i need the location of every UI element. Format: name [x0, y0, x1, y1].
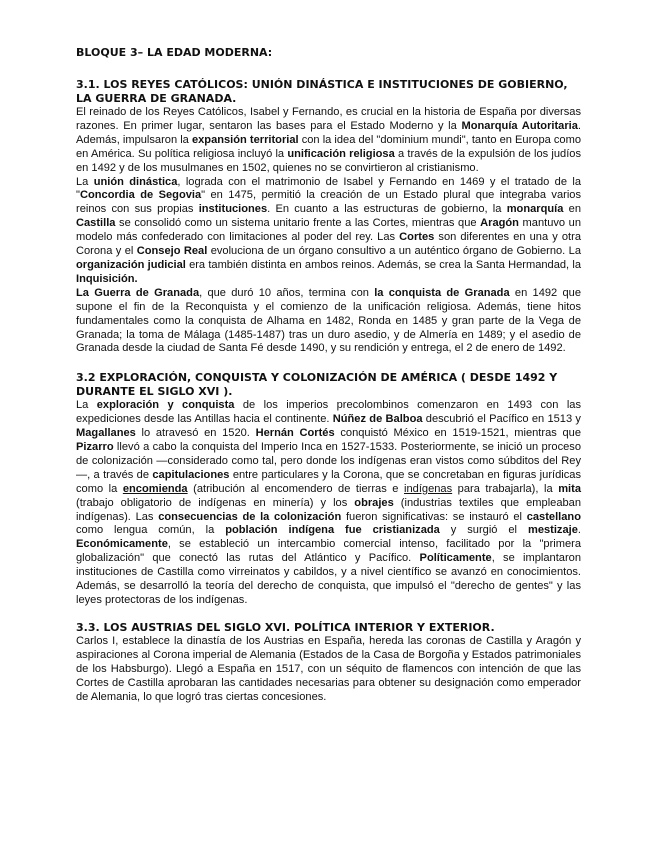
text-run: conquistó México en 1519-1521, mientras que — [334, 427, 581, 440]
bold-term: castellano — [526, 510, 581, 523]
text-run: evoluciona de un órgano consultivo a un auténtico órgano de Gobierno. La — [207, 245, 581, 258]
text-run: con la idea del "dominium mundi", tanto en Europa como en América. Su política religiosa incluyó la — [76, 133, 582, 160]
text-run: " en 1475, permitió la creación de un Estado plural que integraba varios reinos con sus propias — [76, 189, 582, 216]
text-run: fueron significativas: se instauró el — [341, 510, 527, 523]
paragraph — [76, 287, 581, 357]
bold-term: mestizaje — [527, 524, 578, 537]
bold-term: Concordia de Segovia — [79, 189, 202, 202]
bold-term: instituciones — [198, 203, 268, 216]
text-run: en — [563, 203, 581, 216]
paragraph — [76, 399, 581, 608]
bold-term: Hernán Cortés — [255, 427, 335, 440]
bold-term: mita — [558, 482, 581, 495]
paragraph — [76, 106, 581, 176]
bold-term: Económicamente — [76, 538, 168, 551]
text-run: , se estableció un intercambio comercial intenso, facilitado por la "primera globalización" que conectó las rutas del Atlántico y Pacífico. — [76, 538, 581, 565]
section-heading: 3.2 EXPLORACIÓN, CONQUISTA Y COLONIZACIÓN DE AMÉRICA ( DESDE 1492 Y DURANTE EL SIGLO XVI ). — [76, 371, 558, 399]
bold-term: población indígena fue cristianizada — [225, 524, 440, 537]
text-run: (atribución al encomendero de tierras e — [187, 482, 405, 495]
bold-term: consecuencias de la colonización — [158, 510, 342, 523]
text-run: El reinado de los Reyes Católicos, Isabel y Fernando, es crucial en la historia de España por diversas razones. En primer lugar, sentaron las bases para el Estado Moderno y la — [76, 106, 581, 132]
text-run: , se implantaron instituciones de Castilla como virreinatos y cabildos, y a nivel científico se avanzó en conocimientos. Además, se desarrolló la teoría del derecho de conquista, que impulsó el "derecho de gentes" y las leyes protectoras de los indígenas. — [76, 552, 581, 606]
text-run: a través de la expulsión de los judíos en 1492 y de los musulmanes en 1502, quienes no se convirtieron al cristianismo. — [76, 147, 581, 174]
bold-term: la conquista de Granada — [374, 286, 510, 299]
bold-term: Aragón — [480, 217, 519, 230]
section-spacer — [76, 608, 581, 621]
text-run: , que duró 10 años, termina con — [199, 286, 375, 299]
bold-term: Núñez de Balboa — [332, 413, 423, 426]
text-run: (industrias textiles que empleaban indígenas). Las — [76, 496, 582, 523]
text-run: lo atravesó en 1520. — [135, 427, 256, 440]
document-body — [76, 46, 581, 704]
section-heading: 3.1. LOS REYES CATÓLICOS: UNIÓN DINÁSTICA E INSTITUCIONES DE GOBIERNO, LA GUERRA DE GRANADA. — [76, 78, 568, 105]
text-run: son diferentes en una y otra Corona y el — [76, 231, 581, 258]
text-run: entre particulares y la Corona, que se concretaban en figuras jurídicas como la — [76, 468, 581, 495]
text-run: de los imperios precolombinos comenzaron en 1493 con las expediciones desde las Antillas hacia el continente. — [76, 399, 581, 426]
text-run: descubrió el Pacífico en 1513 y — [422, 413, 581, 426]
bold-term: encomienda — [122, 482, 188, 495]
text-run: . En cuanto a las estructuras de gobierno, la — [267, 203, 507, 216]
text-run: llevó a cabo la conquista del Imperio Inca en 1527-1533. Posteriormente, se inició un proceso de colonización —considerado como tal, pero donde los indígenas eran vistos como súbditos del Rey—, a través de — [76, 441, 581, 481]
text-run: mantuvo un modelo más confederado con limitaciones al poder del rey. Las — [76, 217, 581, 244]
text-run: , lograda con el matrimonio de Isabel y Fernando en 1469 y el tratado de la " — [76, 175, 582, 202]
paragraph — [76, 635, 581, 705]
text-run: (trabajo obligatorio de indígenas en minería) y los — [76, 496, 355, 509]
bold-term: Castilla — [76, 217, 116, 230]
section-spacer — [76, 356, 581, 371]
bold-term: exploración y conquista — [96, 399, 235, 412]
text-run: como lengua común, la — [76, 524, 226, 537]
bold-term: unificación religiosa — [287, 147, 395, 160]
text-run: Carlos I, establece la dinastía de los Austrias en España, hereda las coronas de Castilla y Aragón y aspiraciones al Corona imperial de Alemania (Estados de la Casa de Borgoña y Estados patrimoniales de los Habsburgo). Llegó a España en 1517, con un séquito de flamencos con intención de que las Cortes de Castilla aprobaran las cantidades necesarias para obtener su designación como emperador de Alemania, lo que logró tras ciertas concesiones. — [76, 634, 581, 703]
text-run: . — [577, 524, 581, 537]
bold-term: Políticamente — [419, 552, 492, 565]
bold-term: capitulaciones — [152, 468, 230, 481]
bold-term: Inquisición. — [76, 272, 138, 285]
block-title: BLOQUE 3– LA EDAD MODERNA: — [76, 46, 273, 59]
text-run: para trabajarla), la — [452, 482, 559, 495]
text-run: La — [76, 175, 94, 188]
bold-term: unión dinástica — [93, 175, 178, 188]
text-run: La — [76, 399, 97, 412]
paragraph — [76, 176, 581, 287]
bold-term: monarquía — [506, 203, 564, 216]
section-heading: 3.3. LOS AUSTRIAS DEL SIGLO XVI. POLÍTICA INTERIOR Y EXTERIOR. — [76, 620, 495, 634]
bold-term: Consejo Real — [136, 245, 208, 258]
bold-term: Monarquía Autoritaria — [461, 119, 578, 132]
text-run: y surgió el — [439, 524, 528, 537]
bold-term: La Guerra de Granada — [76, 286, 200, 299]
text-run: en 1492 que supone el fin de la Reconquista y el comienzo de la unificación religiosa. Además, tiene hitos fundamentales como la conquista de Alhama en 1482, Ronda en 1485 y gran parte de la Vega de Granada; la toma de Málaga (1485-1487) tras un duro asedio, y de Almería en 1489; y el asedio de Granada desde la ciudad de Santa Fé desde 1490, y su rendición y entrega, el 2 de enero de 1492. — [76, 286, 581, 355]
bold-term: obrajes — [354, 496, 394, 509]
text-run: era también distinta en ambos reinos. Además, se crea la Santa Hermandad, la — [185, 258, 581, 271]
bold-term: expansión territorial — [191, 133, 299, 146]
text-run: . Además, impulsaron la — [76, 119, 581, 146]
bold-term: Cortes — [399, 231, 435, 244]
bold-term: Pizarro — [76, 441, 114, 454]
bold-term: organización judicial — [76, 258, 186, 271]
text-run: se consolidó como un sistema unitario frente a las Cortes, mientras que — [115, 217, 481, 230]
underlined-term: indígenas — [404, 482, 453, 495]
bold-term: Magallanes — [76, 427, 136, 440]
